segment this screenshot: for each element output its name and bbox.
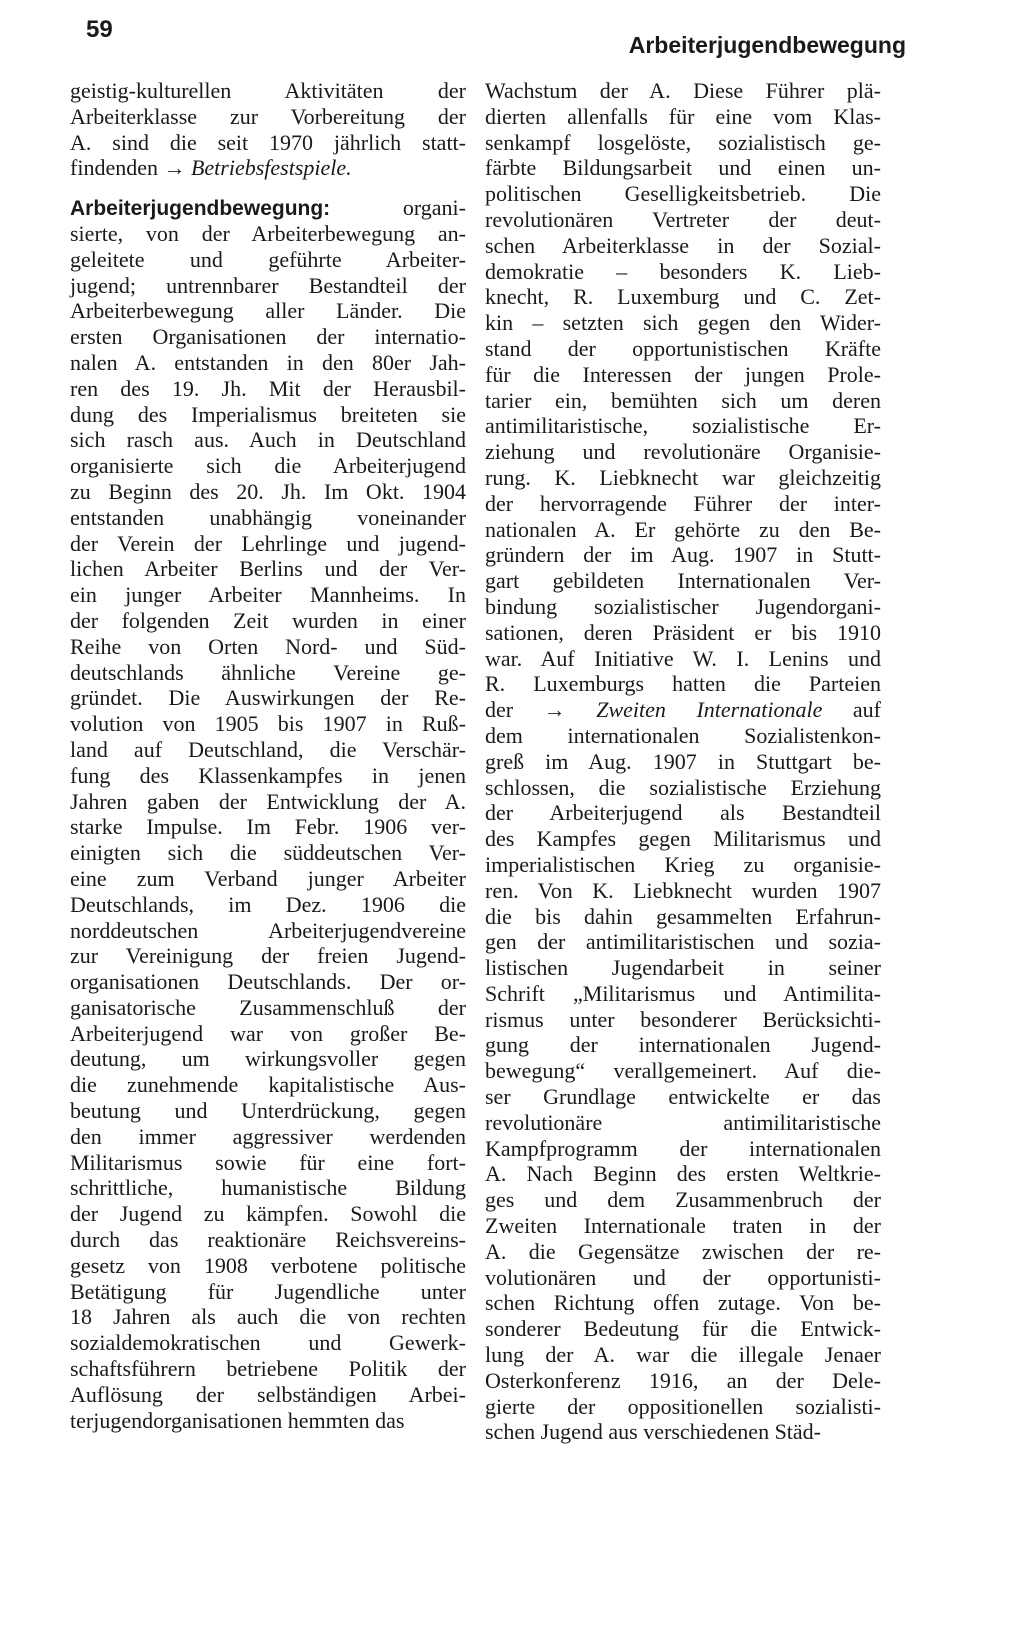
text-line: bewegung“ verallgemeinert. Auf die- — [485, 1058, 881, 1084]
text-line: Kampfprogramm der internationalen — [485, 1135, 881, 1161]
text-line: sich rasch aus. Auch in Deutschland — [70, 427, 466, 453]
cross-reference-zweite-internationale[interactable]: Zweiten Internationale — [596, 697, 823, 723]
text-line: dung des Imperialismus breiteten sie — [70, 401, 466, 427]
text-line: den immer aggressiver werdenden — [70, 1123, 466, 1149]
text-line: nalen A. entstanden in den 80er Jah- — [70, 349, 466, 375]
text-line: listischen Jugendarbeit in seiner — [485, 955, 881, 981]
text-line: entstanden unabhängig voneinander — [70, 504, 466, 530]
text-line: ersten Organisationen der internatio- — [70, 324, 466, 350]
text-line: starke Impulse. Im Febr. 1906 ver- — [70, 814, 466, 840]
text-line: sonderer Bedeutung für die Entwick- — [485, 1316, 881, 1342]
text-line: Osterkonferenz 1916, an der Dele- — [485, 1367, 881, 1393]
text-line: revolutionären Vertreter der deut- — [485, 206, 881, 232]
text-line: der hervorragende Führer der inter- — [485, 490, 881, 516]
text-line: gesetz von 1908 verbotene politische — [70, 1252, 466, 1278]
text-line: deutung, um wirkungsvoller gegen — [70, 1046, 466, 1072]
text-line: politischen Geselligkeitsbetrieb. Die — [485, 181, 881, 207]
text-line: Jahren gaben der Entwicklung der A. — [70, 788, 466, 814]
text-line: Deutschlands, im Dez. 1906 die — [70, 891, 466, 917]
text-line: rismus unter besonderer Berücksichti- — [485, 1006, 881, 1032]
text-line: ges und dem Zusammenbruch der — [485, 1187, 881, 1213]
text-line: eine zum Verband junger Arbeiter — [70, 865, 466, 891]
text-line: einigten sich die süddeutschen Ver- — [70, 840, 466, 866]
text-line: gierte der oppositionellen sozialisti- — [485, 1393, 881, 1419]
text-line: Wachstum der A. Diese Führer plä- — [485, 78, 881, 103]
text-line: A. Nach Beginn des ersten Weltkrie- — [485, 1161, 881, 1187]
text-line: war. Auf Initiative W. I. Lenins und — [485, 645, 881, 671]
text-line: deutschlands ähnliche Vereine ge- — [70, 659, 466, 685]
right-text-after-ref — [485, 723, 881, 1445]
text-line: Militarismus sowie für eine fort- — [70, 1149, 466, 1175]
text-line: Zweiten Internationale traten in der — [485, 1213, 881, 1239]
right-column — [485, 78, 881, 1445]
text-line: zur Vereinigung der freien Jugend- — [70, 943, 466, 969]
text-line: nationalen A. Er gehörte zu den Be- — [485, 516, 881, 542]
page-number: 59 — [86, 16, 113, 43]
entry-first-line — [70, 195, 466, 221]
text-line: volution von 1905 bis 1907 in Ruß- — [70, 711, 466, 737]
cross-reference-betriebsfestspiele[interactable]: Betriebsfestspiele. — [190, 155, 352, 181]
running-head: Arbeiterjugendbewegung — [628, 32, 906, 58]
text-line: dem internationalen Sozialistenkon- — [485, 722, 881, 748]
intro-paragraph — [70, 78, 466, 155]
text-line: organisierte sich die Arbeiterjugend — [70, 453, 466, 479]
entry-body — [70, 221, 466, 1433]
text-line: bindung sozialistischer Jugendorgani- — [485, 593, 881, 619]
text-line: der Jugend zu kämpfen. Sowohl die — [70, 1201, 466, 1227]
text-line: des Kampfes gegen Militarismus und — [485, 826, 881, 852]
text-line: Schrift „Militarismus und Antimilita- — [485, 980, 881, 1006]
text-line: volutionären und der opportunisti- — [485, 1264, 881, 1290]
right-text-before-ref — [485, 78, 881, 697]
text-line: durch das reaktionäre Reichsvereins- — [70, 1227, 466, 1253]
text-line: Auflösung der selbständigen Arbei- — [70, 1381, 466, 1407]
ref-line — [485, 697, 881, 723]
text-line: der Arbeiterjugend als Bestandteil — [485, 800, 881, 826]
text-line: sierte, von der Arbeiterbewegung an- — [70, 220, 466, 246]
text-line: imperialistischen Krieg zu organisie- — [485, 851, 881, 877]
entry-headword: Arbeiterjugendbewegung: — [70, 197, 331, 221]
text-line: knecht, R. Luxemburg und C. Zet- — [485, 284, 881, 310]
text-line: ren des 19. Jh. Mit der Herausbil- — [70, 375, 466, 401]
text-line: ser Grundlage entwickelte er das — [485, 1084, 881, 1110]
text-line: stand der opportunistischen Kräfte — [485, 335, 881, 361]
text-line: beutung und Unterdrückung, gegen — [70, 1098, 466, 1124]
text-line: sozialdemokratischen und Gewerk- — [70, 1330, 466, 1356]
text-line: fung des Klassenkampfes in jenen — [70, 762, 466, 788]
text-line: schlossen, die sozialistische Erziehung — [485, 774, 881, 800]
text-line: für die Interessen der jungen Prole- — [485, 361, 881, 387]
text-line: schrittliche, humanistische Bildung — [70, 1175, 466, 1201]
text-line: zu Beginn des 20. Jh. Im Okt. 1904 — [70, 478, 466, 504]
text-line: Arbeiterjugend war von großer Be- — [70, 1020, 466, 1046]
text-line: demokratie – besonders K. Lieb- — [485, 258, 881, 284]
text-line: kin – setzten sich gegen den Wider- — [485, 310, 881, 336]
ref-line-prefix: der → — [485, 697, 597, 723]
text-line: rung. K. Liebknecht war gleichzeitig — [485, 464, 881, 490]
text-line: revolutionäre antimilitaristische — [485, 1109, 881, 1135]
text-line: geistig-kulturellen Aktivitäten der — [70, 78, 466, 103]
text-line: die zunehmende kapitalistische Aus- — [70, 1072, 466, 1098]
text-line: greß im Aug. 1907 in Stuttgart be- — [485, 748, 881, 774]
text-line: Arbeiterklasse zur Vorbereitung der — [70, 103, 466, 129]
text-line: gen der antimilitaristischen und sozia- — [485, 929, 881, 955]
text-line: jugend; untrennbarer Bestandteil der — [70, 272, 466, 298]
text-line: gründern der im Aug. 1907 in Stutt- — [485, 542, 881, 568]
text-line: ein junger Arbeiter Mannheims. In — [70, 582, 466, 608]
text-line: gart gebildeten Internationalen Ver- — [485, 568, 881, 594]
text-line: die bis dahin gesammelten Erfahrun- — [485, 903, 881, 929]
text-line: 18 Jahren als auch die von rechten — [70, 1304, 466, 1330]
text-line: senkampf losgelöste, sozialistisch ge- — [485, 129, 881, 155]
text-line: tarier ein, bemühten sich um deren — [485, 387, 881, 413]
text-line: A. die Gegensätze zwischen der re- — [485, 1238, 881, 1264]
text-line: lung der A. war die illegale Jenaer — [485, 1342, 881, 1368]
ref-line-suffix: auf — [822, 697, 882, 723]
text-line: gung der internationalen Jugend- — [485, 1032, 881, 1058]
intro-last-line — [70, 155, 466, 181]
text-line: antimilitaristische, sozialistische Er- — [485, 413, 881, 439]
text-line: schen Richtung offen zutage. Von be- — [485, 1290, 881, 1316]
left-column — [70, 78, 466, 1433]
text-line: land auf Deutschland, die Verschär- — [70, 736, 466, 762]
text-line: geleitete und geführte Arbeiter- — [70, 246, 466, 272]
text-line: A. sind die seit 1970 jährlich statt- — [70, 129, 466, 155]
text-line: dierten allenfalls für eine vom Klas- — [485, 103, 881, 129]
text-line: organisationen Deutschlands. Der or- — [70, 969, 466, 995]
text-line: sationen, deren Präsident er bis 1910 — [485, 619, 881, 645]
text-line: der Verein der Lehrlinge und jugend- — [70, 530, 466, 556]
text-line: färbte Bildungsarbeit und einen un- — [485, 155, 881, 181]
text-line: norddeutschen Arbeiterjugendvereine — [70, 917, 466, 943]
paragraph-gap — [70, 181, 466, 195]
text-line: der folgenden Zeit wurden in einer — [70, 607, 466, 633]
text-line: terjugendorganisationen hemmten das — [70, 1407, 405, 1433]
entry-first-line-rest: organi- — [330, 195, 466, 221]
text-line: ziehung und revolutionäre Organisie- — [485, 439, 881, 465]
text-line: schen Jugend aus verschiedenen Städ- — [485, 1419, 822, 1445]
text-line: gründet. Die Auswirkungen der Re- — [70, 685, 466, 711]
text-line: schaftsführern betriebene Politik der — [70, 1356, 466, 1382]
text-line: Arbeiterbewegung aller Länder. Die — [70, 298, 466, 324]
text-line: Reihe von Orten Nord- und Süd- — [70, 633, 466, 659]
text-line: lichen Arbeiter Berlins und der Ver- — [70, 556, 466, 582]
text-line: Betätigung für Jugendliche unter — [70, 1278, 466, 1304]
text-line: ganisatorische Zusammenschluß der — [70, 994, 466, 1020]
intro-last-prefix: findenden → — [70, 155, 191, 181]
text-line: ren. Von K. Liebknecht wurden 1907 — [485, 877, 881, 903]
text-line: schen Arbeiterklasse in der Sozial- — [485, 232, 881, 258]
text-line: R. Luxemburgs hatten die Parteien — [485, 671, 881, 697]
